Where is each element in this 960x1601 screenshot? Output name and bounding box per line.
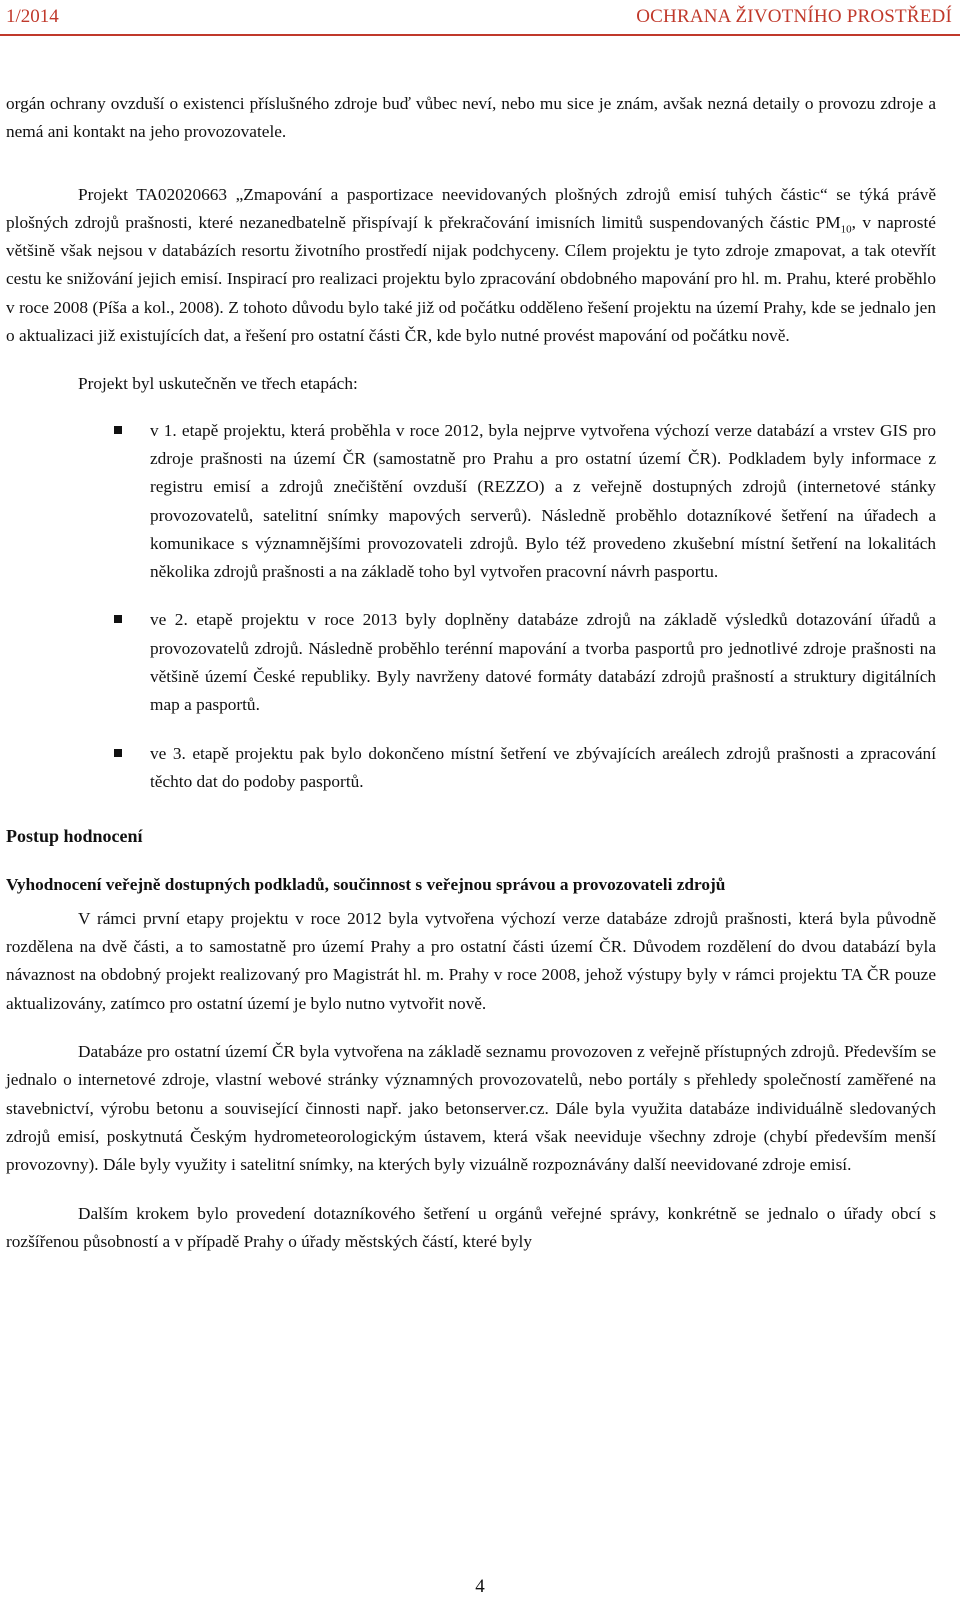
stage-text: v 1. etapě projektu, která proběhla v roce 2012, byla nejprve vytvořena výchozí verze databází a vrstev GIS pro zdroje prašnosti na území ČR (samostatně pro Prahu a pro ostatní území ČR). Podkladem byly informace z registru emisí a zdrojů znečištění ovzduší (REZZO) a z veřejně dostupných zdrojů (internetové stánky provozovatelů, satelitní snímky mapových serverů). Následně proběhlo dotazníkové šetření na úřadech a komunikace s významnějšími provozovateli zdrojů. Bylo též provedeno zkušební místní šetření na lokalitách několika zdrojů prašnosti a na základě toho byl vytvořen pracovní návrh pasportu. — [150, 420, 936, 582]
pm-subscript: 10 — [840, 223, 852, 236]
paragraph-continuation: orgán ochrany ovzduší o existenci příslušného zdroje buď vůbec neví, nebo mu sice je znám, avšak nezná detaily o provozu zdroje a nemá ani kontakt na jeho provozovatele. — [6, 94, 936, 142]
stage-text: ve 2. etapě projektu v roce 2013 byly doplněny databáze zdrojů na základě výsledků dotazování úřadů a provozovatelů zdrojů. Následně proběhlo terénní mapování a tvorba pasportů pro jednotlivé zdroje prašnosti na většině území České republiky. Byly navrženy datové formáty databází zdrojů prašností a struktury digitálních map a pasportů. — [150, 610, 936, 715]
paragraph-stages-intro: Projekt byl uskutečněn ve třech etapách: — [78, 374, 358, 394]
subsection-heading: Vyhodnocení veřejně dostupných podkladů, součinnost s veřejnou správou a provozovateli zdrojů — [6, 874, 726, 894]
paragraph-database: Databáze pro ostatní území ČR byla vytvořena na základě seznamu provozoven z veřejně přístupných zdrojů. Především se jednalo o internetové zdroje, vlastní webové stránky významných provozovatelů, nebo portály s přehledy společností zaměřené na stavebnictví, výrobu betonu a související činnosti např. jako betonserver.cz. Dále byla využita databáze individuálně sledovaných zdrojů emisí, poskytnutá Českým hydrometeorologickým ústavem, která však neeviduje všechny zdroje (chybí především menší provozovny). Dále byly využity i satelitní snímky, na kterých byly vizuálně rozpoznávány další neevidované zdroje emisí. — [6, 1042, 936, 1175]
page-number: 4 — [475, 1576, 485, 1597]
page-header — [0, 0, 960, 36]
list-item — [6, 417, 936, 587]
project-intro-text: Projekt TA02020663 „Zmapování a pasportizace neevidovaných plošných zdrojů emisí tuhých částic“ se týká právě plošných zdrojů prašnosti, které nezanedbatelně přispívají k překračování imisních limitů suspendovaných částic PM — [6, 184, 936, 232]
square-bullet-icon — [114, 615, 122, 623]
stages-list — [6, 417, 936, 797]
project-intro-text-continued: , v naprosté většině však nejsou v databázích resortu životního prostředí nijak podchyceny. Cílem projektu je tyto zdroje zmapovat, a tak otevřít cestu ke snižování jejich emisí. Inspirací pro realizaci projektu bylo zpracování obdobného mapování pro hl. m. Prahu, které proběhlo v roce 2008 (Píša a kol., 2008). Z tohoto důvodu bylo také již od počátku odděleno řešení projektu na území Prahy, kde se jednalo jen o aktualizaci již existujících dat, a řešení pro ostatní části ČR, kde bylo nutné provést mapování od počátku nově. — [6, 212, 936, 346]
paragraph-survey: Dalším krokem bylo provedení dotazníkového šetření u orgánů veřejné správy, konkrétně se jednalo o úřady obcí s rozšířenou působností a v případě Prahy o úřady městských částí, které byly — [6, 1203, 936, 1251]
header-divider — [0, 34, 960, 36]
list-item — [6, 606, 936, 719]
square-bullet-icon — [114, 749, 122, 757]
issue-number: 1/2014 — [6, 6, 59, 27]
paragraph-project-intro — [6, 181, 936, 351]
paragraph-first-stage: V rámci první etapy projektu v roce 2012 byla vytvořena výchozí verze databáze zdrojů prašnosti, která byla původně rozdělena na dvě části, a to samostatně pro území Prahy a pro ostatní části území ČR. Důvodem rozdělení do dvou databází byla návaznost na obdobný projekt realizovaný pro Magistrát hl. m. Prahy v roce 2008, jehož výstupy byly v rámci projektu TA ČR pouze aktualizovány, zatímco pro ostatní území je bylo nutno vytvořit nově. — [6, 908, 936, 1013]
journal-title: OCHRANA ŽIVOTNÍHO PROSTŘEDÍ — [636, 6, 952, 27]
square-bullet-icon — [114, 426, 122, 434]
article-body — [6, 90, 936, 1256]
section-heading: Postup hodnocení — [6, 826, 143, 847]
list-item — [6, 740, 936, 797]
stage-text: ve 3. etapě projektu pak bylo dokončeno místní šetření ve zbývajících areálech zdrojů prašnosti a zpracování těchto dat do podoby pasportů. — [150, 743, 936, 791]
